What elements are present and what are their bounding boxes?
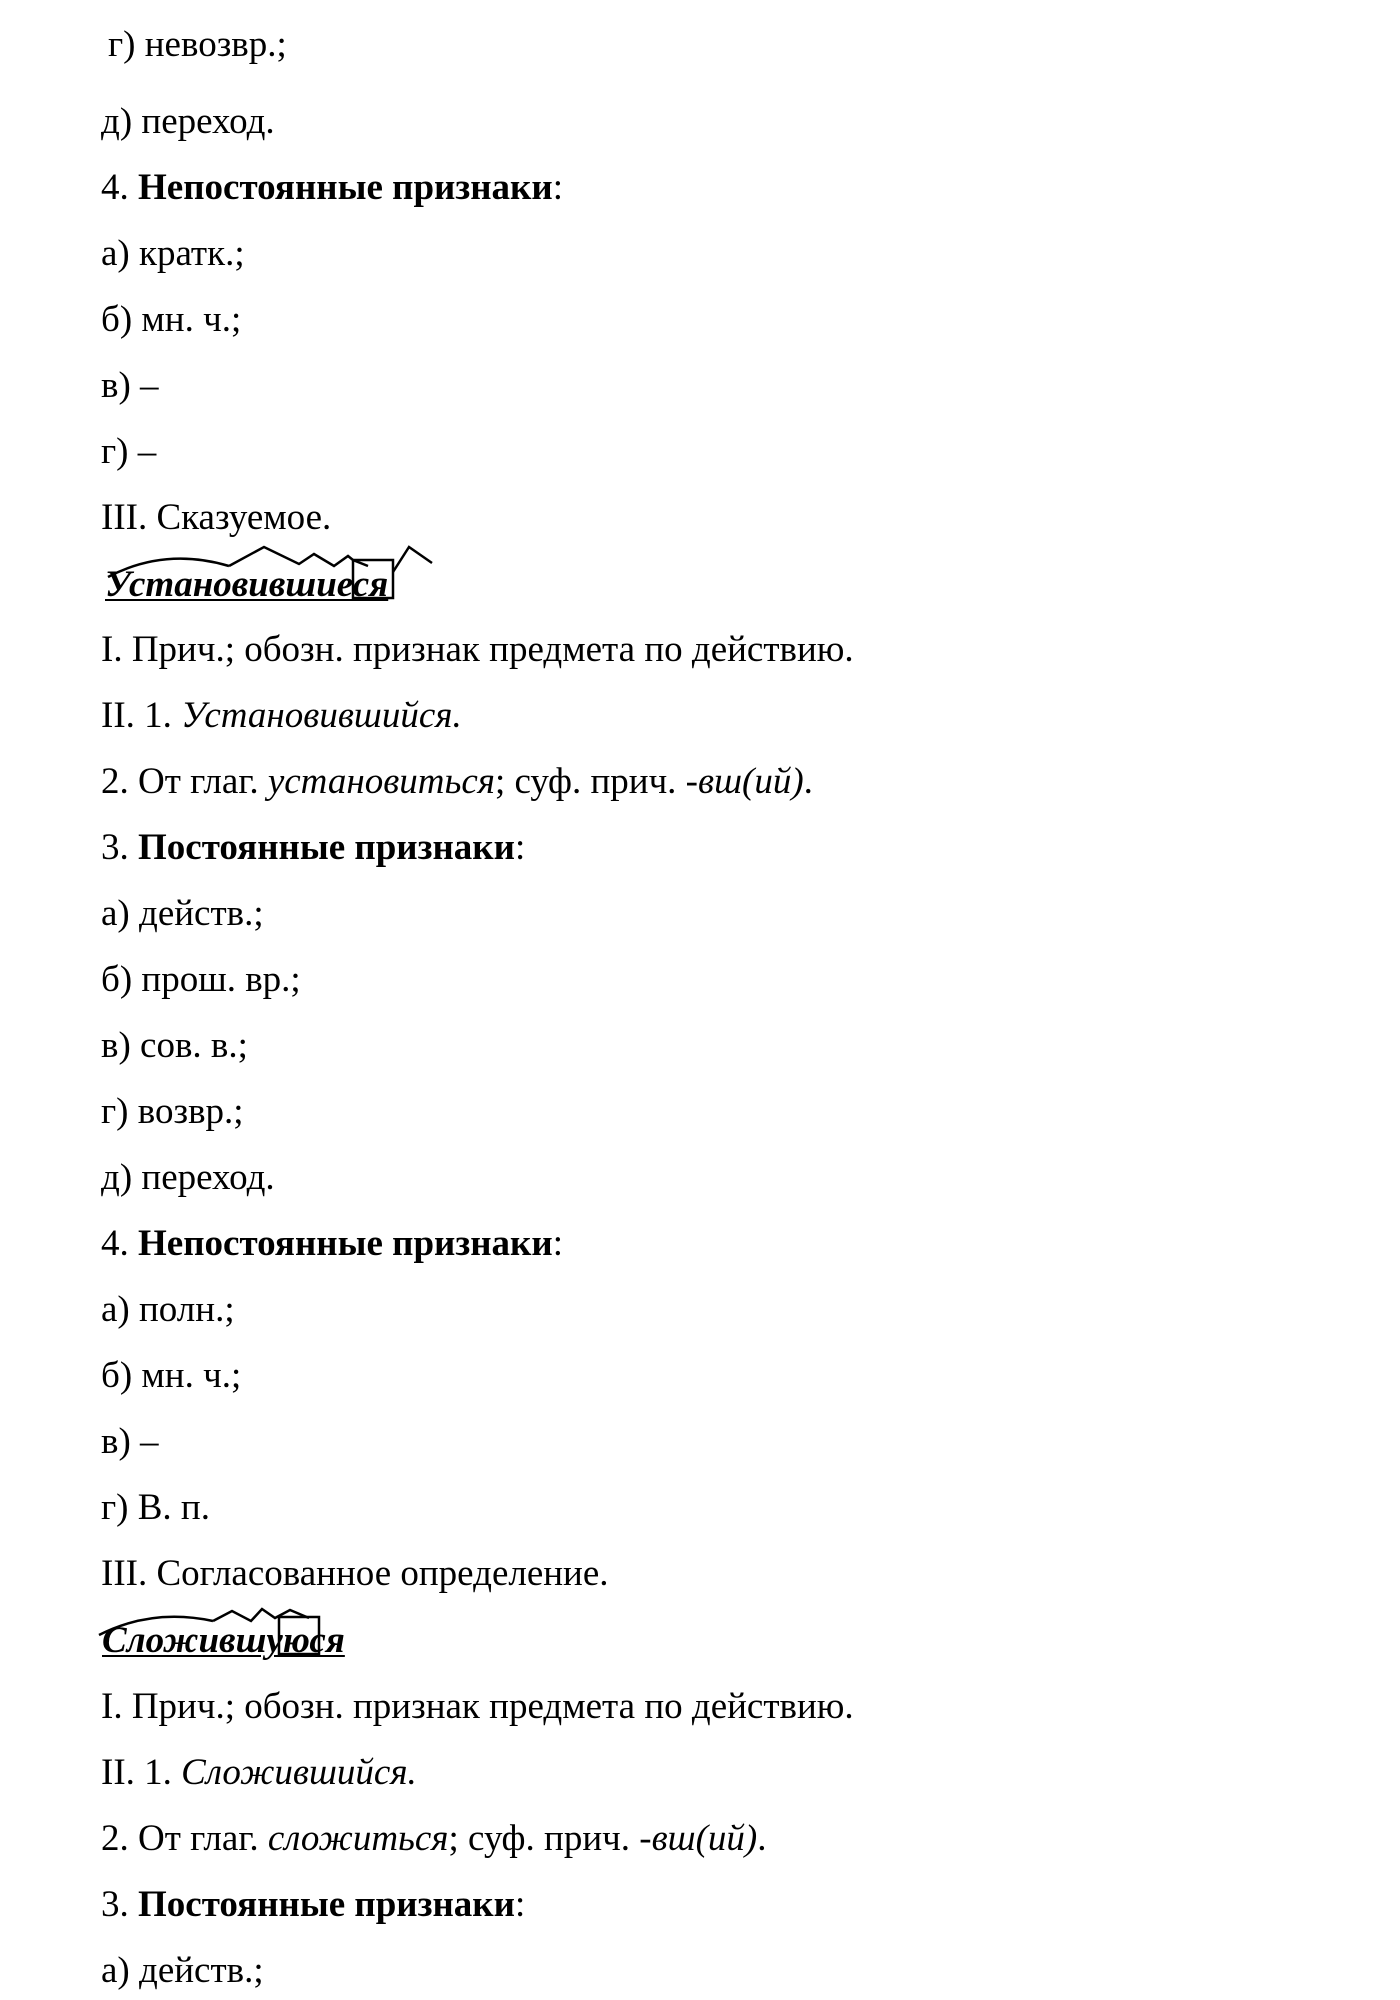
- text-line: г) возвр.;: [101, 1091, 244, 1132]
- text-line: [101, 697, 462, 734]
- text-line: г) В. п.: [101, 1487, 210, 1528]
- text-line: [101, 763, 813, 800]
- bold-heading: Непостоянные признаки: [138, 167, 553, 208]
- postfix-mark: [393, 547, 432, 572]
- text-line: б) мн. ч.;: [101, 299, 242, 340]
- bold-heading: Непостоянные признаки: [138, 1223, 553, 1264]
- text-line: а) действ.;: [101, 893, 264, 934]
- text-line: д) переход.: [101, 1157, 275, 1198]
- text-span: ; суф. прич. -: [494, 761, 699, 802]
- text-line: г) невозвр.;: [108, 24, 287, 65]
- text-span: 2. От глаг.: [101, 761, 268, 802]
- text-line: [101, 1225, 563, 1262]
- text-line: [101, 1886, 525, 1923]
- text-line: а) полн.;: [101, 1289, 235, 1330]
- bold-heading: Постоянные признаки: [138, 827, 515, 868]
- item-number: 4.: [101, 167, 138, 208]
- punctuation: :: [514, 827, 526, 868]
- parsed-word: Установившиеся: [105, 564, 389, 605]
- text-span: 2. От глаг.: [101, 1818, 268, 1859]
- text-line: III. Сказуемое.: [101, 497, 332, 538]
- source-verb: сложиться: [267, 1818, 449, 1859]
- source-verb: установиться: [267, 761, 495, 802]
- suffix-text: вш(ий): [651, 1818, 758, 1859]
- item-number: 3.: [101, 1884, 138, 1925]
- text-line: б) прош. вр.;: [101, 959, 301, 1000]
- punctuation: :: [552, 1223, 563, 1264]
- text-span: ; суф. прич. -: [448, 1818, 652, 1859]
- text-line: в) –: [101, 1421, 159, 1462]
- text-line: г) –: [101, 431, 157, 472]
- initial-form: Сложившийся.: [181, 1752, 417, 1793]
- text-line: в) сов. в.;: [101, 1025, 248, 1066]
- text-line: [101, 1754, 417, 1791]
- text-line: III. Согласованное определение.: [101, 1553, 609, 1594]
- punctuation: :: [552, 167, 563, 208]
- text-line: в) –: [101, 365, 159, 406]
- text-line: [101, 829, 525, 866]
- text-line: I. Прич.; обозн. признак предмета по действию.: [101, 629, 854, 670]
- item-number: 4.: [101, 1223, 138, 1264]
- item-number: II. 1.: [101, 1752, 182, 1793]
- text-line: б) мн. ч.;: [101, 1355, 242, 1396]
- text-line: [101, 1820, 766, 1857]
- item-number: 3.: [101, 827, 138, 868]
- suffix-text: вш(ий): [698, 761, 804, 802]
- punctuation: .: [757, 1818, 767, 1859]
- punctuation: .: [803, 761, 813, 802]
- punctuation: :: [514, 1884, 526, 1925]
- item-number: II. 1.: [101, 695, 182, 736]
- text-line: а) действ.;: [101, 1950, 264, 1991]
- text-line: I. Прич.; обозн. признак предмета по действию.: [101, 1686, 854, 1727]
- bold-heading: Постоянные признаки: [138, 1884, 515, 1925]
- text-line: д) переход.: [101, 101, 275, 142]
- initial-form: Установившийся.: [181, 695, 462, 736]
- text-line: а) кратк.;: [101, 233, 245, 274]
- parsed-word: Сложившуюся: [102, 1620, 345, 1661]
